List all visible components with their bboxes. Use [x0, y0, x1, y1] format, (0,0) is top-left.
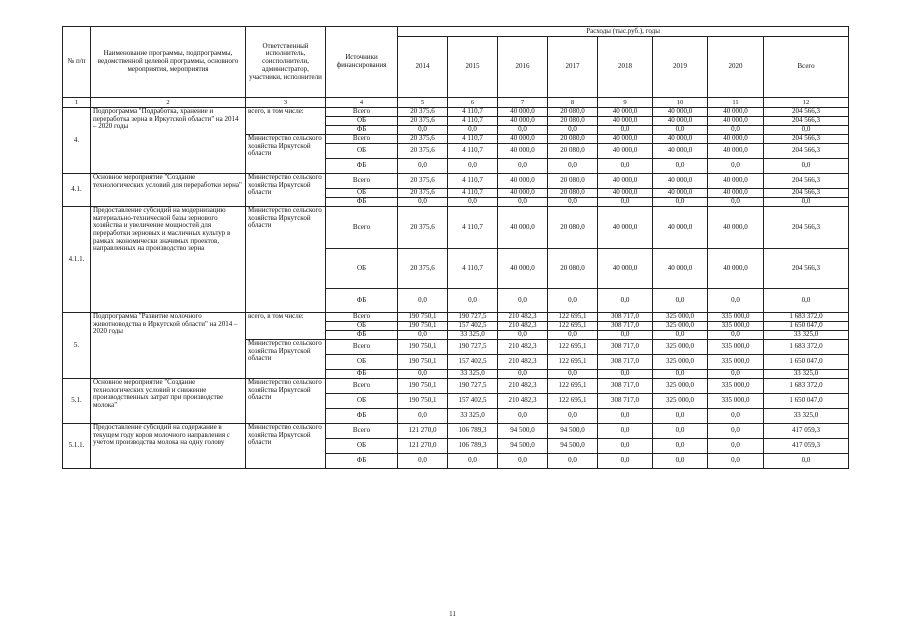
year-value: 190 750,1: [398, 340, 448, 355]
total-value: 204 566,3: [764, 117, 849, 126]
executor: Министерство сельского хозяйства Иркутской области: [246, 340, 326, 379]
row-number: 4.1.: [63, 174, 91, 207]
year-value: 4 110,7: [448, 189, 498, 198]
year-value: 0,0: [708, 424, 764, 439]
year-value: 106 789,3: [448, 439, 498, 454]
year-value: 20 080,0: [548, 144, 598, 159]
column-number: 2: [91, 98, 246, 108]
year-value: 0,0: [708, 198, 764, 207]
year-value: 157 402,5: [448, 355, 498, 370]
year-value: 0,0: [498, 126, 548, 135]
year-value: 121 270,0: [398, 424, 448, 439]
year-value: 0,0: [498, 289, 548, 313]
year-value: 0,0: [653, 424, 708, 439]
year-value: 308 717,0: [598, 394, 653, 409]
total-value: 1 650 047,0: [764, 322, 849, 331]
year-value: 0,0: [653, 439, 708, 454]
year-value: 122 695,1: [548, 322, 598, 331]
total-value: 417 059,3: [764, 439, 849, 454]
year-value: 0,0: [598, 424, 653, 439]
funding-source: Всего: [326, 313, 398, 322]
year-value: 4 110,7: [448, 108, 498, 117]
funding-source: Всего: [326, 207, 398, 249]
year-value: 0,0: [548, 370, 598, 379]
year-value: 40 000,0: [653, 135, 708, 144]
column-number: 7: [498, 98, 548, 108]
total-value: 204 566,3: [764, 249, 849, 289]
year-value: 210 482,3: [498, 394, 548, 409]
column-number: 4: [326, 98, 398, 108]
year-value: 190 727,5: [448, 379, 498, 394]
executor: всего, в том числе:: [246, 108, 326, 135]
year-value: 0,0: [598, 454, 653, 469]
year-value: 40 000,0: [653, 144, 708, 159]
funding-source: ФБ: [326, 370, 398, 379]
year-value: 40 000,0: [708, 189, 764, 198]
year-value: 0,0: [398, 454, 448, 469]
table-row: [63, 424, 849, 439]
total-value: 1 650 047,0: [764, 355, 849, 370]
year-value: 308 717,0: [598, 322, 653, 331]
year-value: 308 717,0: [598, 355, 653, 370]
year-value: 40 000,0: [708, 108, 764, 117]
program-name: Основное мероприятие "Создание технологических условий для переработки зерна": [91, 174, 246, 207]
column-number: 10: [653, 98, 708, 108]
year-value: 335 000,0: [708, 355, 764, 370]
year-value: 335 000,0: [708, 313, 764, 322]
total-value: 1 683 372,0: [764, 313, 849, 322]
year-value: 157 402,5: [448, 322, 498, 331]
year-value: 190 750,1: [398, 394, 448, 409]
year-value: 325 000,0: [653, 313, 708, 322]
year-value: 190 750,1: [398, 322, 448, 331]
program-name: Подпрограмма "Подработка, хранение и переработка зерна в Иркутской области" на 2014 – 2020 годы: [91, 108, 246, 174]
year-value: 40 000,0: [708, 144, 764, 159]
year-value: 40 000,0: [598, 189, 653, 198]
year-value: 40 000,0: [498, 249, 548, 289]
row-number: 4.1.1.: [63, 207, 91, 313]
year-value: 33 325,0: [448, 409, 498, 424]
year-value: 20 080,0: [548, 108, 598, 117]
header-year: 2016: [498, 37, 548, 98]
year-value: 40 000,0: [498, 108, 548, 117]
year-value: 20 080,0: [548, 189, 598, 198]
header-expenses: Расходы (тыс.руб.), годы: [398, 27, 849, 37]
year-value: 210 482,3: [498, 340, 548, 355]
budget-table: [62, 26, 849, 469]
year-value: 0,0: [398, 289, 448, 313]
program-name: Предоставление субсидий на модернизацию материально-технической базы зернового хозяйства и увеличение мощностей для переработки зерновых и масличных культур в рамках экономически значимых проектов, направленных на производство зерна: [91, 207, 246, 313]
year-value: 190 750,1: [398, 313, 448, 322]
year-value: 122 695,1: [548, 394, 598, 409]
header-year: 2014: [398, 37, 448, 98]
year-value: 4 110,7: [448, 174, 498, 189]
year-value: 325 000,0: [653, 322, 708, 331]
year-value: 308 717,0: [598, 313, 653, 322]
year-value: 40 000,0: [598, 135, 653, 144]
total-value: 33 325,0: [764, 370, 849, 379]
funding-source: Всего: [326, 424, 398, 439]
year-value: 0,0: [498, 198, 548, 207]
year-value: 0,0: [708, 370, 764, 379]
column-number: 12: [764, 98, 849, 108]
funding-source: ОБ: [326, 144, 398, 159]
year-value: 0,0: [498, 370, 548, 379]
row-number: 5.: [63, 313, 91, 379]
total-value: 204 566,3: [764, 207, 849, 249]
year-value: 0,0: [653, 409, 708, 424]
year-value: 190 727,5: [448, 340, 498, 355]
year-value: 122 695,1: [548, 379, 598, 394]
year-value: 335 000,0: [708, 340, 764, 355]
year-value: 0,0: [708, 454, 764, 469]
year-value: 0,0: [653, 198, 708, 207]
header-year: 2017: [548, 37, 598, 98]
year-value: 20 080,0: [548, 174, 598, 189]
total-value: 0,0: [764, 159, 849, 174]
total-value: 204 566,3: [764, 108, 849, 117]
year-value: 20 375,6: [398, 144, 448, 159]
year-value: 325 000,0: [653, 340, 708, 355]
year-value: 40 000,0: [708, 117, 764, 126]
year-value: 0,0: [598, 331, 653, 340]
year-value: 4 110,7: [448, 207, 498, 249]
year-value: 40 000,0: [708, 249, 764, 289]
year-value: 0,0: [548, 198, 598, 207]
funding-source: ОБ: [326, 117, 398, 126]
year-value: 94 500,0: [548, 439, 598, 454]
year-value: 20 375,6: [398, 189, 448, 198]
year-value: 0,0: [448, 198, 498, 207]
year-value: 335 000,0: [708, 379, 764, 394]
year-value: 4 110,7: [448, 249, 498, 289]
year-value: 40 000,0: [653, 174, 708, 189]
year-value: 0,0: [653, 126, 708, 135]
funding-source: ФБ: [326, 126, 398, 135]
table-row: [63, 108, 849, 117]
row-number: 5.1.: [63, 379, 91, 424]
row-number: 4.: [63, 108, 91, 174]
year-value: 122 695,1: [548, 340, 598, 355]
year-value: 190 750,1: [398, 355, 448, 370]
year-value: 0,0: [548, 409, 598, 424]
year-value: 0,0: [708, 159, 764, 174]
year-value: 40 000,0: [598, 144, 653, 159]
year-value: 94 500,0: [498, 439, 548, 454]
page-number: 11: [449, 610, 456, 618]
year-value: 0,0: [598, 370, 653, 379]
executor: Министерство сельского хозяйства Иркутской области: [246, 207, 326, 313]
executor: Министерство сельского хозяйства Иркутской области: [246, 174, 326, 207]
year-value: 0,0: [653, 370, 708, 379]
year-value: 94 500,0: [548, 424, 598, 439]
year-value: 0,0: [598, 159, 653, 174]
year-value: 122 695,1: [548, 313, 598, 322]
year-value: 0,0: [653, 159, 708, 174]
program-name: Предоставление субсидий на содержание в текущем году коров молочного направления с учетом производства молока на одну голову: [91, 424, 246, 469]
year-value: 40 000,0: [498, 189, 548, 198]
header-source: Источники финансирования: [326, 27, 398, 98]
year-value: 20 375,6: [398, 108, 448, 117]
year-value: 20 080,0: [548, 135, 598, 144]
total-value: 1 650 047,0: [764, 394, 849, 409]
year-value: 0,0: [448, 159, 498, 174]
year-value: 20 375,6: [398, 249, 448, 289]
year-value: 33 325,0: [448, 370, 498, 379]
year-value: 190 750,1: [398, 379, 448, 394]
year-value: 335 000,0: [708, 394, 764, 409]
year-value: 0,0: [708, 289, 764, 313]
year-value: 40 000,0: [498, 117, 548, 126]
funding-source: Всего: [326, 340, 398, 355]
year-value: 40 000,0: [653, 189, 708, 198]
year-value: 40 000,0: [598, 174, 653, 189]
year-value: 0,0: [398, 198, 448, 207]
table-row: [63, 174, 849, 189]
funding-source: Всего: [326, 174, 398, 189]
year-value: 4 110,7: [448, 117, 498, 126]
funding-source: ОБ: [326, 439, 398, 454]
year-value: 0,0: [398, 159, 448, 174]
year-value: 20 375,6: [398, 135, 448, 144]
total-value: 0,0: [764, 454, 849, 469]
year-value: 190 727,5: [448, 313, 498, 322]
year-value: 20 375,6: [398, 117, 448, 126]
header-total: Всего: [764, 37, 849, 98]
year-value: 40 000,0: [598, 108, 653, 117]
year-value: 40 000,0: [598, 249, 653, 289]
year-value: 210 482,3: [498, 313, 548, 322]
year-value: 40 000,0: [498, 144, 548, 159]
year-value: 325 000,0: [653, 355, 708, 370]
header-year: 2015: [448, 37, 498, 98]
year-value: 0,0: [708, 126, 764, 135]
header-year: 2019: [653, 37, 708, 98]
funding-source: ФБ: [326, 454, 398, 469]
total-value: 1 683 372,0: [764, 340, 849, 355]
year-value: 0,0: [598, 409, 653, 424]
column-number: 8: [548, 98, 598, 108]
year-value: 20 080,0: [548, 117, 598, 126]
header-executor: Ответственный исполнитель, соисполнители, администратор, участники, исполнители: [246, 27, 326, 98]
executor: Министерство сельского хозяйства Иркутской области: [246, 379, 326, 424]
executor: всего, в том числе:: [246, 313, 326, 340]
year-value: 0,0: [598, 439, 653, 454]
program-name: Основное мероприятие "Создание технологических условий и снижение производственных затрат при производстве молока": [91, 379, 246, 424]
year-value: 106 789,3: [448, 424, 498, 439]
year-value: 0,0: [708, 409, 764, 424]
year-value: 157 402,5: [448, 394, 498, 409]
year-value: 40 000,0: [598, 117, 653, 126]
year-value: 325 000,0: [653, 394, 708, 409]
year-value: 0,0: [498, 159, 548, 174]
funding-source: ФБ: [326, 159, 398, 174]
funding-source: ОБ: [326, 189, 398, 198]
funding-source: ОБ: [326, 249, 398, 289]
year-value: 20 375,6: [398, 207, 448, 249]
year-value: 20 375,6: [398, 174, 448, 189]
year-value: 40 000,0: [498, 207, 548, 249]
year-value: 0,0: [498, 454, 548, 469]
funding-source: ФБ: [326, 198, 398, 207]
year-value: 40 000,0: [653, 207, 708, 249]
year-value: 0,0: [653, 454, 708, 469]
row-number: 5.1.1.: [63, 424, 91, 469]
year-value: 0,0: [498, 331, 548, 340]
year-value: 210 482,3: [498, 355, 548, 370]
year-value: 308 717,0: [598, 340, 653, 355]
total-value: 0,0: [764, 126, 849, 135]
year-value: 0,0: [398, 126, 448, 135]
year-value: 0,0: [398, 370, 448, 379]
year-value: 0,0: [653, 331, 708, 340]
executor: Министерство сельского хозяйства Иркутской области: [246, 424, 326, 469]
year-value: 0,0: [548, 289, 598, 313]
column-number: 11: [708, 98, 764, 108]
total-value: 204 566,3: [764, 135, 849, 144]
year-value: 0,0: [548, 159, 598, 174]
year-value: 0,0: [598, 198, 653, 207]
year-value: 122 695,1: [548, 355, 598, 370]
header-number: № п/п: [63, 27, 91, 98]
year-value: 40 000,0: [708, 174, 764, 189]
year-value: 0,0: [448, 126, 498, 135]
header-year: 2020: [708, 37, 764, 98]
year-value: 40 000,0: [498, 174, 548, 189]
year-value: 4 110,7: [448, 144, 498, 159]
year-value: 20 080,0: [548, 207, 598, 249]
year-value: 40 000,0: [498, 135, 548, 144]
header-name: Наименование программы, подпрограммы, ведомственной целевой программы, основного мероприятия, мероприятия: [91, 27, 246, 98]
funding-source: ФБ: [326, 331, 398, 340]
year-value: 40 000,0: [653, 117, 708, 126]
column-number: 1: [63, 98, 91, 108]
year-value: 308 717,0: [598, 379, 653, 394]
year-value: 4 110,7: [448, 135, 498, 144]
total-value: 0,0: [764, 198, 849, 207]
table-row: [63, 207, 849, 249]
total-value: 33 325,0: [764, 409, 849, 424]
year-value: 0,0: [498, 409, 548, 424]
year-value: 40 000,0: [598, 207, 653, 249]
year-value: 0,0: [448, 454, 498, 469]
year-value: 0,0: [548, 454, 598, 469]
total-value: 204 566,3: [764, 189, 849, 198]
total-value: 204 566,3: [764, 174, 849, 189]
funding-source: ОБ: [326, 394, 398, 409]
year-value: 40 000,0: [653, 108, 708, 117]
column-number: 5: [398, 98, 448, 108]
funding-source: Всего: [326, 108, 398, 117]
year-value: 0,0: [448, 289, 498, 313]
funding-source: ОБ: [326, 322, 398, 331]
year-value: 121 270,0: [398, 439, 448, 454]
year-value: 33 325,0: [448, 331, 498, 340]
funding-source: ОБ: [326, 355, 398, 370]
executor: Министерство сельского хозяйства Иркутской области: [246, 135, 326, 174]
column-number: 6: [448, 98, 498, 108]
year-value: 210 482,3: [498, 322, 548, 331]
total-value: 417 059,3: [764, 424, 849, 439]
year-value: 0,0: [708, 439, 764, 454]
year-value: 0,0: [548, 331, 598, 340]
column-number: 9: [598, 98, 653, 108]
funding-source: ФБ: [326, 409, 398, 424]
year-value: 335 000,0: [708, 322, 764, 331]
year-value: 20 080,0: [548, 249, 598, 289]
total-value: 1 683 372,0: [764, 379, 849, 394]
table-row: [63, 313, 849, 322]
year-value: 0,0: [653, 289, 708, 313]
year-value: 0,0: [708, 331, 764, 340]
header-year: 2018: [598, 37, 653, 98]
funding-source: Всего: [326, 135, 398, 144]
total-value: 204 566,3: [764, 144, 849, 159]
year-value: 0,0: [398, 331, 448, 340]
year-value: 0,0: [598, 126, 653, 135]
year-value: 325 000,0: [653, 379, 708, 394]
column-number: 3: [246, 98, 326, 108]
funding-source: ФБ: [326, 289, 398, 313]
program-name: Подпрограмма "Развитие молочного животноводства в Иркутской области" на 2014 – 2020 годы: [91, 313, 246, 379]
total-value: 0,0: [764, 289, 849, 313]
year-value: 94 500,0: [498, 424, 548, 439]
year-value: 40 000,0: [708, 207, 764, 249]
year-value: 40 000,0: [708, 135, 764, 144]
year-value: 0,0: [398, 409, 448, 424]
year-value: 0,0: [598, 289, 653, 313]
funding-source: Всего: [326, 379, 398, 394]
year-value: 210 482,3: [498, 379, 548, 394]
total-value: 33 325,0: [764, 331, 849, 340]
year-value: 40 000,0: [653, 249, 708, 289]
year-value: 0,0: [548, 126, 598, 135]
table-row: [63, 379, 849, 394]
